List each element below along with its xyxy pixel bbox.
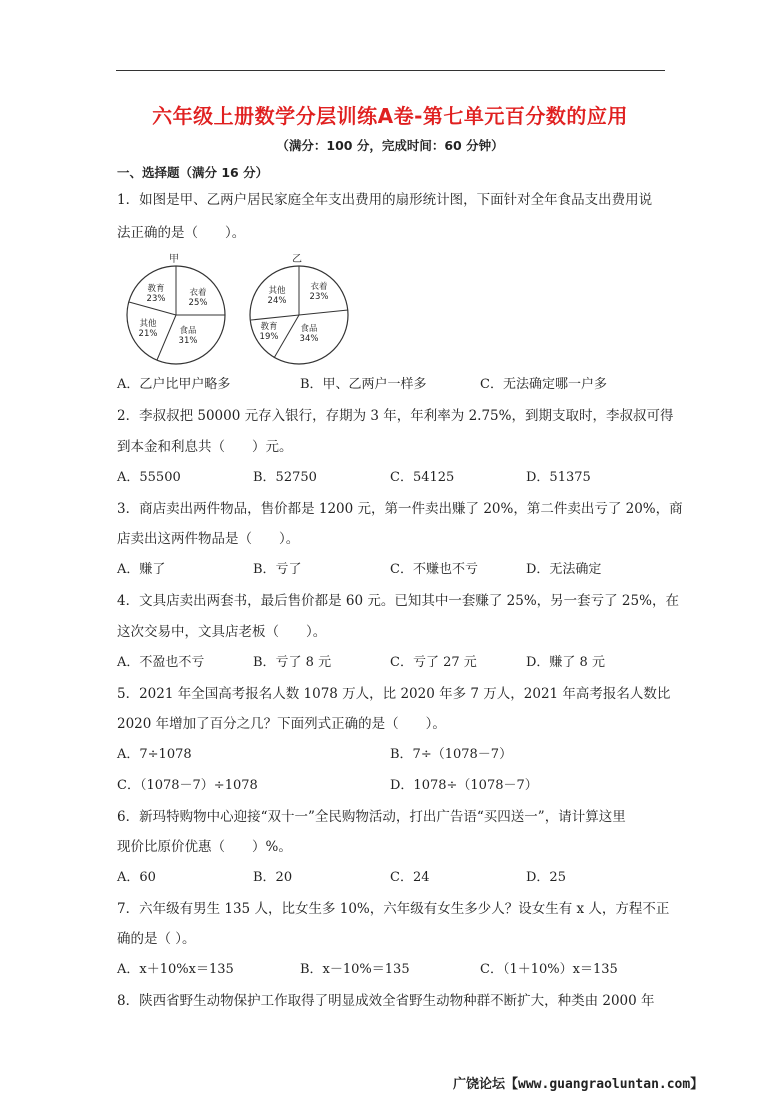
q4-option-b: B．亏了 8 元 <box>253 655 332 670</box>
q5-option-d: D．1078÷（1078－7） <box>390 778 538 793</box>
q2-option-d: D．51375 <box>526 470 591 485</box>
q4-option-d: D．赚了 8 元 <box>526 655 605 670</box>
page-subtitle: （满分：100 分，完成时间：60 分钟） <box>276 138 504 153</box>
pie-jia-label-clothing: 衣着 25% <box>188 288 208 308</box>
footer-watermark <box>453 1073 703 1092</box>
pie-jia-label-other: 其他 21% <box>138 319 158 339</box>
q2-line1: 2．李叔叔把 50000 元存入银行，存期为 3 年，年利率为 2.75%，到期支取时，李叔叔可得 <box>117 408 674 424</box>
q6-option-d: D．25 <box>526 870 566 885</box>
q5-line2: 2020 年增加了百分之几？下面列式正确的是（ ）。 <box>117 716 446 732</box>
footer-site: 广饶论坛 <box>453 1077 506 1092</box>
q4-line1: 4．文具店卖出两套书，最后售价都是 60 元。已知其中一套赚了 25%，另一套亏了 25%，在 <box>117 593 679 609</box>
q5-line1: 5．2021 年全国高考报名人数 1078 万人，比 2020 年多 7 万人，2021 年高考报名人数比 <box>117 686 671 702</box>
q3-option-b: B．亏了 <box>253 562 302 577</box>
q4-line2: 这次交易中，文具店老板（ ）。 <box>117 624 327 640</box>
q2-option-a: A．55500 <box>117 470 181 485</box>
page-title: 六年级上册数学分层训练A卷-第七单元百分数的应用 <box>152 104 628 128</box>
q6-line2: 现价比原价优惠（ ）%。 <box>117 839 292 855</box>
q4-option-c: C．亏了 27 元 <box>390 655 477 670</box>
q7-line1: 7．六年级有男生 135 人，比女生多 10%，六年级有女生多少人？设女生有 x 人，方程不正 <box>117 901 670 917</box>
pie-yi-label-other: 其他 24% <box>267 286 287 306</box>
pie-jia-label-food: 食品 31% <box>178 326 198 346</box>
pie-yi-label-food: 食品 34% <box>299 324 319 344</box>
q6-line1: 6．新玛特购物中心迎接“双十一”全民购物活动，打出广告语“买四送一”，请计算这里 <box>117 809 626 825</box>
footer-url: 【www.guangraoluntan.com】 <box>505 1077 704 1092</box>
section-heading: 一、选择题（满分 16 分） <box>117 165 269 180</box>
pie-yi-label-education: 教育 19% <box>259 322 279 342</box>
q7-option-a: A．x＋10%x＝135 <box>117 962 234 977</box>
q2-line2: 到本金和利息共（ ）元。 <box>117 439 293 455</box>
header-rule <box>116 70 665 71</box>
q7-option-b: B．x－10%＝135 <box>300 962 410 977</box>
q3-option-c: C．不赚也不亏 <box>390 562 478 577</box>
pie-chart-jia <box>120 252 240 370</box>
q8-line1: 8．陕西省野生动物保护工作取得了明显成效全省野生动物种群不断扩大，种类由 2000 年 <box>117 993 655 1009</box>
q1-line2: 法正确的是（ ）。 <box>117 225 246 241</box>
q3-option-a: A．赚了 <box>117 562 166 577</box>
q3-option-d: D．无法确定 <box>526 562 602 577</box>
q1-line1: 1．如图是甲、乙两户居民家庭全年支出费用的扇形统计图，下面针对全年食品支出费用说 <box>117 192 653 208</box>
q1-option-a: A．乙户比甲户略多 <box>117 377 231 392</box>
q1-option-c: C．无法确定哪一户多 <box>480 377 607 392</box>
q6-option-b: B．20 <box>253 870 293 885</box>
q4-option-a: A．不盈也不亏 <box>117 655 205 670</box>
q7-line2: 确的是（ ）。 <box>117 931 196 947</box>
q1-option-b: B．甲、乙两户一样多 <box>300 377 427 392</box>
pie-jia-title: 甲 <box>169 254 179 265</box>
q3-line1: 3．商店卖出两件物品，售价都是 1200 元，第一件卖出赚了 20%，第二件卖出亏了 20%，商 <box>117 501 683 517</box>
q6-option-c: C．24 <box>390 870 430 885</box>
pie-yi-title: 乙 <box>292 254 302 265</box>
pie-yi-label-clothing: 衣着 23% <box>309 282 329 302</box>
q3-line2: 店卖出这两件物品是（ ）。 <box>117 531 300 547</box>
q5-option-a: A．7÷1078 <box>117 747 192 762</box>
q2-option-c: C．54125 <box>390 470 455 485</box>
q5-option-b: B．7÷（1078－7） <box>390 747 513 762</box>
q2-option-b: B．52750 <box>253 470 317 485</box>
q7-option-c: C．（1＋10%）x＝135 <box>480 962 618 977</box>
pie-chart-yi <box>245 252 365 370</box>
q6-option-a: A．60 <box>117 870 156 885</box>
q5-option-c: C．（1078－7）÷1078 <box>117 778 258 793</box>
pie-jia-label-education: 教育 23% <box>146 284 166 304</box>
